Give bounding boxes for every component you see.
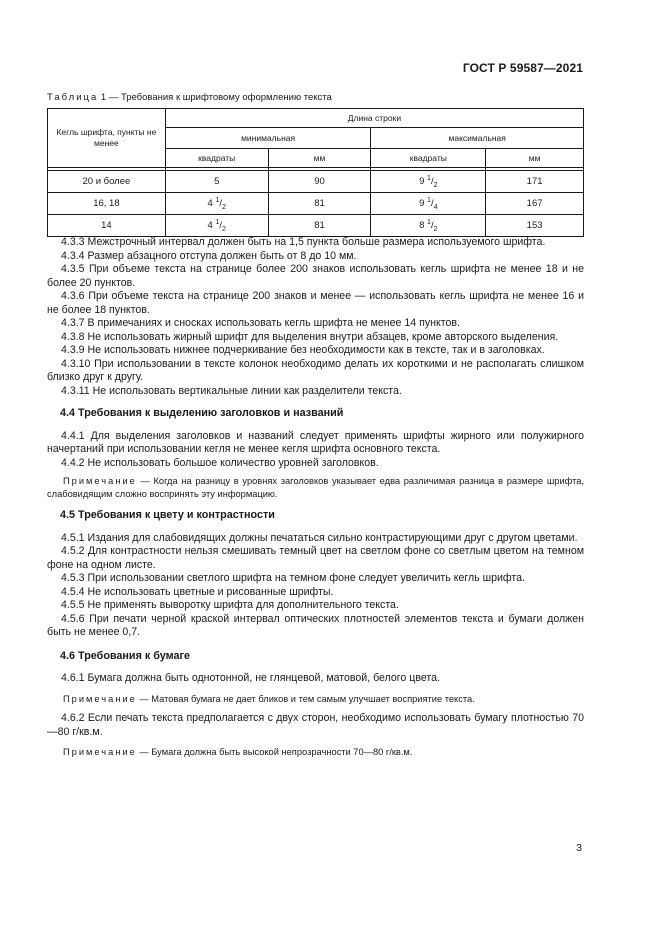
clause-4-3-3: 4.3.3 Межстрочный интервал должен быть на 1,5 пункта больше размера используемого шрифта. bbox=[61, 236, 546, 248]
cell-min-squares: 5 bbox=[165, 171, 268, 193]
header-min-mm: мм bbox=[268, 149, 371, 168]
section-heading-4-4: 4.4 Требования к выделению заголовков и названий bbox=[60, 407, 344, 419]
clause-4-5-2: 4.5.2 Для контрастности нельзя смешивать темный цвет на светлом фоне со светлым цветом на темном фоне на одном листе. bbox=[47, 545, 584, 571]
font-requirements-table bbox=[47, 108, 584, 237]
clause-4-3-9: 4.3.9 Не использовать нижнее подчеркивание без необходимости как в тексте, так и в заголовках. bbox=[61, 344, 545, 356]
section-heading-4-6: 4.6 Требования к бумаге bbox=[60, 649, 191, 662]
header-min: минимальная bbox=[165, 128, 371, 149]
cell-max-mm: 153 bbox=[486, 215, 584, 237]
clause-4-4-1: 4.4.1 Для выделения заголовков и названий следует применять шрифты жирного или полужирного начертаний при использовании кегля не менее кегля шрифта основного текста. bbox=[47, 429, 584, 455]
cell-min-squares: 4 $^1/_2$ bbox=[165, 215, 268, 237]
cell-max-squares: 9 $^1/_2$ bbox=[371, 171, 486, 193]
clause-4-3-4: 4.3.4 Размер абзацного отступа должен быть от 8 до 10 мм. bbox=[61, 249, 357, 262]
clause-4-5-5: 4.5.5 Не применять выворотку шрифта для дополнительного текста. bbox=[61, 599, 399, 611]
header-font-size: Кегль шрифта, пункты не менее bbox=[48, 109, 166, 168]
clause-4-6-1: 4.6.1 Бумага должна быть однотонной, не глянцевой, матовой, белого цвета. bbox=[61, 672, 440, 684]
cell-min-mm: 81 bbox=[268, 215, 371, 237]
header-min-squares: квадраты bbox=[165, 149, 268, 168]
clause-4-3-8: 4.3.8 Не использовать жирный шрифт для выделения внутри абзацев, кроме авторского выделения. bbox=[61, 330, 559, 343]
clause-4-3-6: 4.3.6 При объеме текста на странице 200 знаков и менее — использовать кегль шрифта не менее 16 и не более 18 пунктов. bbox=[47, 290, 584, 316]
clause-4-6-2: 4.6.2 Если печать текста предполагается с двух сторон, необходимо использовать бумагу плотностью 70—80 г/кв.м. bbox=[47, 712, 584, 738]
cell-max-mm: 167 bbox=[486, 193, 584, 215]
header-line-length: Длина строки bbox=[165, 109, 583, 128]
cell-kegl: 20 и более bbox=[48, 171, 166, 193]
clause-4-3-7: 4.3.7 В примечаниях и сносках использовать кегль шрифта не менее 14 пунктов. bbox=[61, 317, 460, 329]
document-id: ГОСТ Р 59587—2021 bbox=[462, 61, 583, 75]
table-row bbox=[48, 215, 584, 237]
cell-min-mm: 81 bbox=[268, 193, 371, 215]
table-caption bbox=[47, 92, 332, 103]
clause-4-3-10: 4.3.10 При использовании в тексте колонок необходимо делать их короткими и не располагать слишком близко друг к другу. bbox=[47, 357, 584, 383]
note-4-6-2: Примечание — Бумага должна быть высокой непрозрачности 70—80 г/кв.м. bbox=[63, 747, 413, 757]
header-max: максимальная bbox=[371, 128, 584, 149]
note-4-6-1: Примечание — Матовая бумага не дает бликов и тем самым улучшает восприятие текста. bbox=[63, 693, 475, 704]
page-number: 3 bbox=[576, 842, 582, 854]
clause-4-4-2: 4.4.2 Не использовать большое количество уровней заголовков. bbox=[61, 456, 379, 469]
clause-4-5-4: 4.5.4 Не использовать цветные и рисованные шрифты. bbox=[61, 585, 334, 598]
table-caption-text: 1 — Требования к шрифтовому оформлению текста bbox=[100, 92, 332, 103]
cell-kegl: 14 bbox=[48, 215, 166, 237]
table-row bbox=[48, 193, 584, 215]
note-4-4: Примечание — Когда на разницу в уровнях заголовков указывает едва различимая разница в размере шрифта, слабовидящим сложно воспринять эту информацию. bbox=[47, 476, 584, 499]
section-heading-4-5: 4.5 Требования к цвету и контрастности bbox=[60, 509, 275, 521]
clause-4-5-3: 4.5.3 При использовании светлого шрифта на темном фоне следует увеличить кегль шрифта. bbox=[61, 572, 525, 584]
header-max-squares: квадраты bbox=[371, 149, 486, 168]
cell-kegl: 16, 18 bbox=[48, 193, 166, 215]
document-body bbox=[47, 236, 584, 759]
cell-max-squares: 8 $^1/_2$ bbox=[371, 215, 486, 237]
clause-4-5-6: 4.5.6 При печати черной краской интервал оптических плотностей элементов текста и бумаги должен быть не менее 0,7. bbox=[47, 612, 584, 638]
cell-min-mm: 90 bbox=[268, 171, 371, 193]
cell-min-squares: 4 $^1/_2$ bbox=[165, 193, 268, 215]
cell-max-squares: 9 $^1/_4$ bbox=[371, 193, 486, 215]
header-max-mm: мм bbox=[486, 149, 584, 168]
table-row bbox=[48, 171, 584, 193]
table-caption-label: Таблица bbox=[47, 92, 99, 103]
clause-4-3-5: 4.3.5 При объеме текста на странице более 200 знаков использовать кегль шрифта не менее 18 и не более 20 пунктов. bbox=[47, 263, 584, 289]
clause-4-3-11: 4.3.11 Не использовать вертикальные линии как разделители текста. bbox=[61, 384, 402, 397]
cell-max-mm: 171 bbox=[486, 171, 584, 193]
clause-4-5-1: 4.5.1 Издания для слабовидящих должны печататься сильно контрастирующими друг с другом цветами. bbox=[61, 531, 578, 544]
